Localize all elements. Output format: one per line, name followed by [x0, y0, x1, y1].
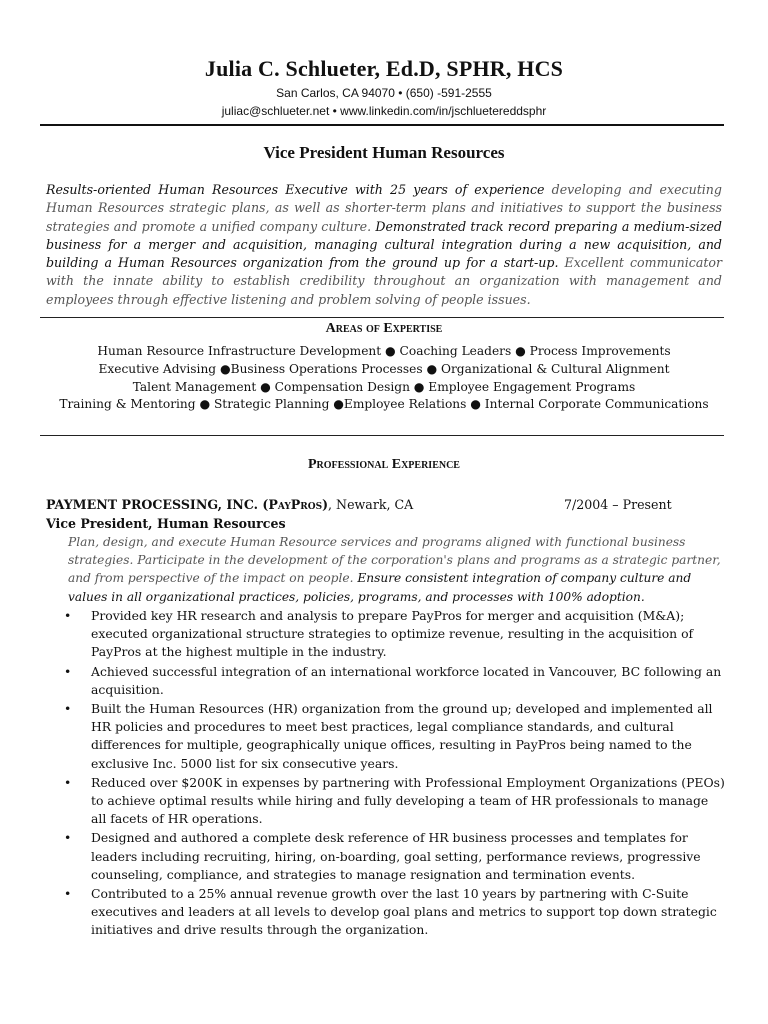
achievement-text: Achieved successful integration of an international workforce located in Vancouver, BC following an acquisition. [91, 663, 722, 697]
company-row [46, 497, 722, 512]
summary-text-2: Excellent communicator with the innate ability to establish credibility throughout an organization with management and employees through effective listening and problem solving of people issues. [46, 255, 723, 307]
expertise-line: Executive Advising ●Business Operations Processes ● Organizational & Cultural Alignment [98, 361, 670, 376]
company-name-suffix: ) [322, 497, 329, 512]
experience-heading: Professional Experience [308, 457, 460, 472]
address-phone: San Carlos, CA 94070 • (650) -591-2555 [276, 86, 492, 100]
email-website: juliac@schlueter.net • www.linkedin.com/in/jschluetereddsphr [221, 104, 547, 118]
achievement-text: Reduced over $200K in expenses by partnering with Professional Employment Organizations (PEOs) to achieve optimal results while hiring and fully developing a team of HR professionals to manage all facets of HR operations. [91, 774, 725, 827]
employment-dates: 7/2004 – Present [564, 497, 672, 512]
expertise-line: Training & Mentoring ● Strategic Planning ●Employee Relations ● Internal Corporate Communications [59, 397, 709, 412]
candidate-name: Julia C. Schlueter, Ed.D, SPHR, HCS [204, 56, 564, 81]
bullet-icon: • [64, 608, 72, 623]
role-description-text: Plan, design, and execute Human Resource services and programs aligned with functional business strategies. Participate in the development of the corporation's plans and programs as a strategic partner, and from perspective of the impact on people. [68, 535, 721, 586]
company-location: , Newark, CA [328, 497, 414, 512]
achievement-text: Provided key HR research and analysis to prepare PayPros for merger and acquisition (M&A); executed organizational structure strategies to optimize revenue, resulting in the acquisition of PayPros at the highest multiple in the industry. [91, 608, 694, 660]
company-abbreviation: PayPros [268, 497, 323, 512]
bullet-icon: • [64, 886, 72, 902]
achievement-item [60, 607, 726, 662]
bullet-icon: • [64, 774, 72, 790]
experience-top-divider [40, 435, 724, 436]
achievement-text: Designed and authored a complete desk reference of HR business processes and templates for leaders including recruiting, hiring, on-boarding, goal setting, performance reviews, progressive counseling, compliance, and strategies to manage resignation and termination events. [91, 830, 701, 882]
achievement-list [60, 607, 726, 941]
company-name [46, 497, 328, 512]
summary-emphasis-1: Results-oriented Human Resources Executive with 25 years of experience [46, 182, 545, 197]
summary-emphasis-2: Demonstrated track record preparing a medium-sized business for a merger and acquisition, managing cultural integration during a new acquisition, and building a Human Resources organization from the ground up for a start-up. [46, 218, 722, 271]
expertise-top-divider [40, 317, 724, 318]
company-name-prefix: PAYMENT PROCESSING, INC. ( [46, 497, 269, 512]
achievement-text: Contributed to a 25% annual revenue growth over the last 10 years by partnering with C-Suite executives and leaders at all levels to develop goal plans and metrics to support top down strategic initiatives and drive results through the organization. [91, 886, 717, 938]
achievement-item [60, 700, 726, 773]
expertise-list [0, 343, 768, 414]
bullet-icon: • [64, 830, 72, 846]
header-divider [40, 124, 724, 126]
summary-paragraph [46, 181, 722, 309]
achievement-item [60, 663, 726, 699]
role-description-emphasis: Ensure consistent integration of company culture and values in all organizational practices, policies, programs, and processes with 100% adoption. [68, 571, 692, 604]
achievement-item [60, 885, 726, 940]
bullet-icon: • [64, 663, 72, 679]
achievement-item [60, 774, 726, 829]
expertise-line: Human Resource Infrastructure Development ● Coaching Leaders ● Process Improvements [97, 344, 671, 358]
professional-headline: Vice President Human Resources [263, 143, 505, 162]
expertise-line: Talent Management ● Compensation Design ● Employee Engagement Programs [132, 379, 636, 394]
expertise-heading: Areas of Expertise [325, 321, 443, 336]
summary-text-1: developing and executing Human Resources strategic plans, as well as shorter-term plans and initiatives to support the business strategies and promote a unified company culture. [46, 182, 722, 234]
achievement-item [60, 829, 726, 884]
role-description [68, 533, 724, 606]
bullet-icon: • [64, 701, 72, 717]
job-title: Vice President, Human Resources [46, 516, 286, 531]
achievement-text: Built the Human Resources (HR) organization from the ground up; developed and implemented all HR policies and procedures to meet best practices, legal compliance standards, and cultural differences for multiple, geographically unique offices, resulting in PayPros being named to the exclusive Inc. 5000 list for six consecutive years. [91, 701, 713, 771]
